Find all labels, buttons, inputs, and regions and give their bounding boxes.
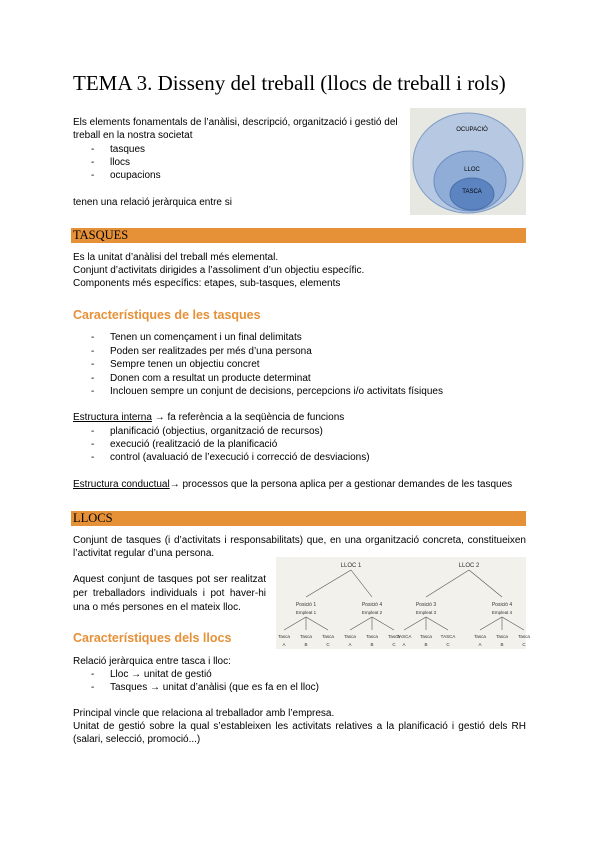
task-letter: C <box>326 642 330 647</box>
task-letter: B <box>370 642 374 647</box>
tree-edge <box>350 617 372 630</box>
employee-label: Empleat 3 <box>415 610 437 615</box>
tree-edge <box>372 617 394 630</box>
llocs-para-line: una o més persones en el mateix lloc. <box>73 602 241 613</box>
intro-closing: tenen una relació jeràrquica entre si <box>73 197 232 208</box>
position-label: Posició 4 <box>491 602 513 608</box>
tree-edge <box>426 570 469 597</box>
section-heading-llocs: LLOCS <box>73 511 113 525</box>
employee-label: Empleat 2 <box>361 610 383 615</box>
principal-vincle: Principal vincle que relaciona al treballador amb l’empresa. <box>73 708 335 719</box>
relacio-intro: Relació jeràrquica entre tasca i lloc: <box>73 656 231 667</box>
intro-line-2: treball en la nostra societat <box>73 130 193 141</box>
task-letter: A <box>402 642 406 647</box>
task-label: Tasca <box>366 634 378 639</box>
subheading-llocs-characteristics: Característiques dels llocs <box>73 631 232 645</box>
task-label: Tasca <box>518 634 530 639</box>
position-label: Posició 4 <box>361 602 383 608</box>
employee-label: Empleat 4 <box>491 610 513 615</box>
task-letter: A <box>348 642 352 647</box>
task-letter: A <box>478 642 482 647</box>
subheading-tasques-characteristics: Característiques de les tasques <box>73 308 261 322</box>
tree-edge <box>469 570 502 597</box>
task-letter: A <box>282 642 286 647</box>
tasca-label: TASCA <box>462 189 482 195</box>
section-band-tasques <box>71 228 526 243</box>
lloc-root-label: LLOC 2 <box>458 563 480 569</box>
llocs-tree-diagram <box>276 557 530 649</box>
task-label: Tasca <box>278 634 290 639</box>
task-label: Tasca <box>388 634 400 639</box>
tasques-line: Conjunt d’activitats dirigides a l’assoliment d’un objectiu específic. <box>73 265 365 276</box>
tree-edge <box>480 617 502 630</box>
tree-edge <box>351 570 372 597</box>
tasques-line: Components més específics: etapes, sub-tasques, elements <box>73 278 341 289</box>
llocs-para-line: per treballadors individuals i pot haver-hi <box>73 588 266 599</box>
tree-edge <box>306 570 351 597</box>
llocs-para-line: Aquest conjunt de tasques pot ser realitzat <box>73 574 266 585</box>
ocupacio-label: OCUPACIÓ <box>456 127 488 133</box>
tree-edge <box>284 617 306 630</box>
employee-label: Empleat 1 <box>295 610 317 615</box>
position-label: Posició 1 <box>295 602 317 608</box>
llocs-definition-line-2: l’activitat regular d’una persona. <box>73 548 215 559</box>
tasques-line: Es la unitat d’anàlisi del treball més elemental. <box>73 252 279 263</box>
task-label: Tasca <box>474 634 486 639</box>
estructura-conductual: Estructura conductual→ processos que la persona aplica per a gestionar demandes de les tasques <box>73 479 513 490</box>
section-heading-tasques: TASQUES <box>73 228 129 242</box>
estructura-interna-label: Estructura interna <box>73 412 152 423</box>
tree-edge <box>426 617 448 630</box>
tree-edge <box>404 617 426 630</box>
position-label: Posició 3 <box>415 602 437 608</box>
intro-line-1: Els elements fonamentals de l’anàlisi, descripció, organització i gestió del <box>73 117 398 128</box>
tree-edge <box>502 617 524 630</box>
task-label: Tasca <box>420 634 432 639</box>
estructura-interna: Estructura interna → fa referència a la seqüència de funcions <box>73 412 345 423</box>
page-title: TEMA 3. Disseny del treball (llocs de treball i rols) <box>73 71 506 95</box>
task-letter: C <box>522 642 526 647</box>
hierarchy-circles-diagram <box>410 108 526 215</box>
llocs-definition-line-1: Conjunt de tasques (i d’activitats i responsabilitats) que, en una organització concreta, constitueixen <box>73 535 526 546</box>
task-label: Tasca <box>300 634 312 639</box>
task-label: TASCA <box>396 634 412 639</box>
gestio-line-2: (salari, selecció, promoció...) <box>73 734 201 745</box>
tree-edge <box>306 617 328 630</box>
lloc-root-label: LLOC 1 <box>340 563 362 569</box>
task-letter: B <box>424 642 428 647</box>
task-label: Tasca <box>322 634 334 639</box>
lloc-label: LLOC <box>464 167 480 173</box>
task-label: Tasca <box>496 634 508 639</box>
task-letter: C <box>392 642 396 647</box>
estructura-conductual-label: Estructura conductual <box>73 479 170 490</box>
task-letter: C <box>446 642 450 647</box>
task-label: Tasca <box>344 634 356 639</box>
task-label: TASCA <box>440 634 456 639</box>
task-letter: B <box>304 642 308 647</box>
gestio-line-1: Unitat de gestió sobre la qual s’estableixen les activitats relatives a la planificació i gestió dels RH <box>73 721 526 732</box>
section-band-llocs <box>71 511 526 526</box>
task-letter: B <box>500 642 504 647</box>
